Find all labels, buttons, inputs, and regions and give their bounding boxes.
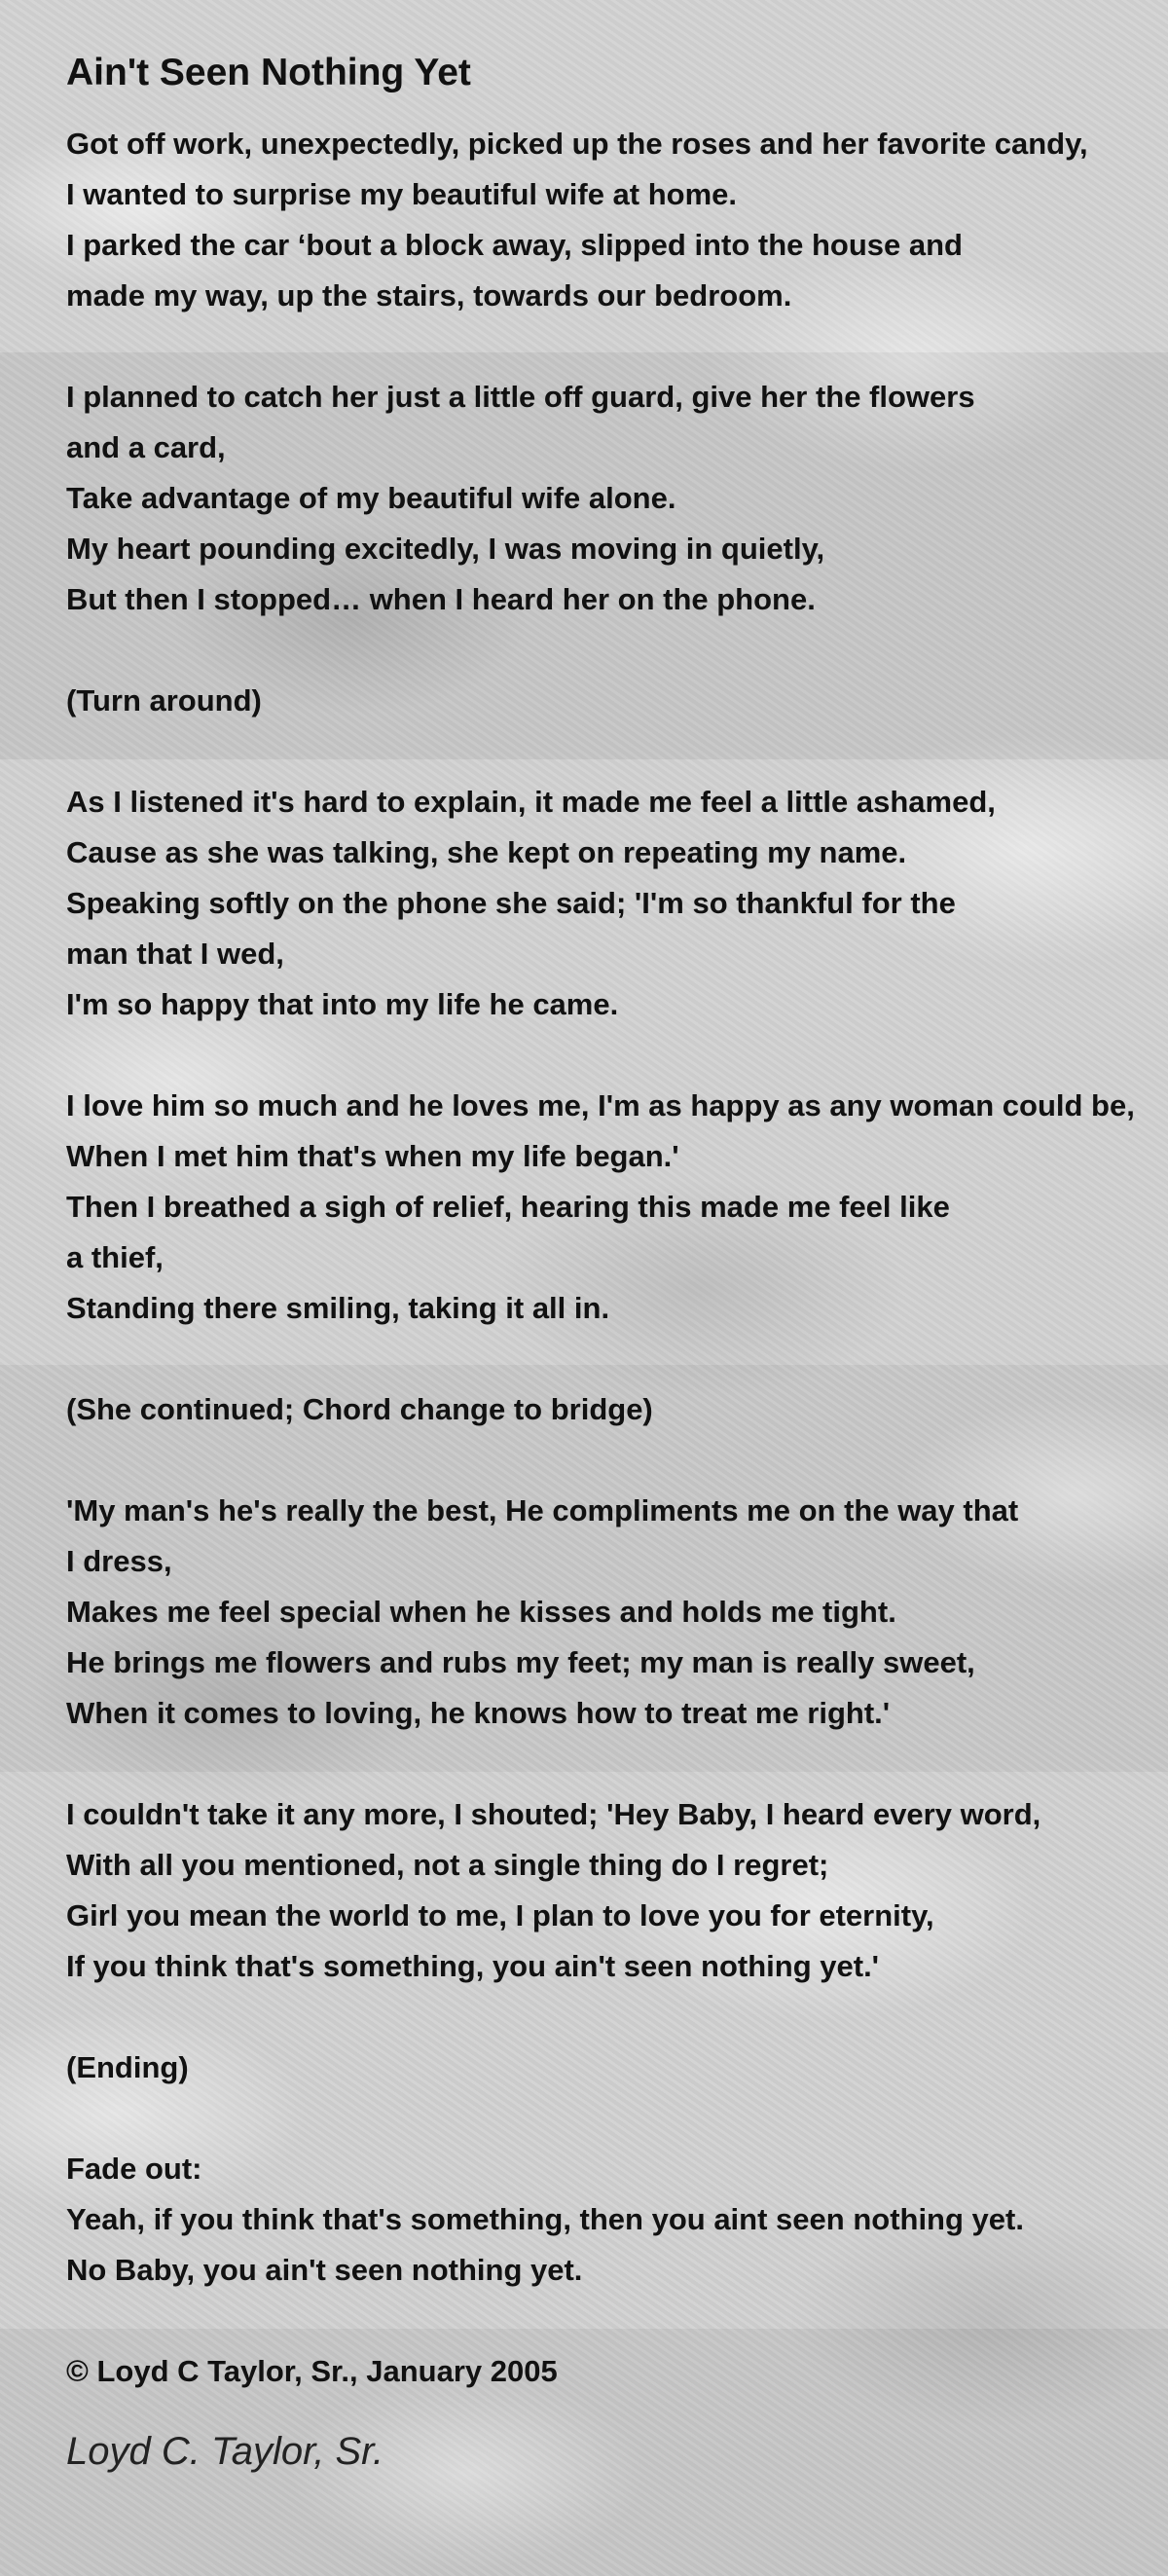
poem-line: As I listened it's hard to explain, it made me feel a little ashamed, — [66, 785, 996, 819]
poem-line: Take advantage of my beautiful wife alone. — [66, 481, 676, 515]
poem-line: Then I breathed a sigh of relief, hearing this made me feel like — [66, 1190, 950, 1224]
poem-line: My heart pounding excitedly, I was moving in quietly, — [66, 532, 825, 566]
poem-line: Speaking softly on the phone she said; 'I'm so thankful for the — [66, 886, 956, 920]
poem-stanza — [66, 1486, 1168, 1739]
poem-line: I wanted to surprise my beautiful wife at home. — [66, 177, 738, 211]
poem-line: Makes me feel special when he kisses and holds me tight. — [66, 1595, 896, 1629]
poem-line: I love him so much and he loves me, I'm as happy as any woman could be, — [66, 1088, 1135, 1122]
poem-line: But then I stopped… when I heard her on the phone. — [66, 582, 816, 616]
poem-stanza — [66, 777, 1168, 1030]
poem-card — [66, 51, 1168, 2479]
poem-stanza — [66, 119, 1168, 321]
poem-line: (Turn around) — [66, 683, 262, 718]
poem-line: Standing there smiling, taking it all in. — [66, 1291, 610, 1325]
poem-stanza — [66, 2042, 1168, 2093]
poem-line: man that I wed, — [66, 937, 284, 971]
copyright-notice: © Loyd C Taylor, Sr., January 2005 — [66, 2354, 558, 2388]
poem-stanza — [66, 372, 1168, 625]
poem-line: No Baby, you ain't seen nothing yet. — [66, 2253, 583, 2287]
poem-line: made my way, up the stairs, towards our bedroom. — [66, 278, 792, 313]
poem-line: 'My man's he's really the best, He compliments me on the way that — [66, 1493, 1019, 1527]
poem-line: I dress, — [66, 1544, 172, 1578]
poem-line: If you think that's something, you ain't seen nothing yet.' — [66, 1949, 880, 1983]
poem-line: When it comes to loving, he knows how to treat me right.' — [66, 1696, 891, 1730]
poem-line: (Ending) — [66, 2050, 189, 2084]
poem-title: Ain't Seen Nothing Yet — [66, 52, 471, 93]
poem-line: I'm so happy that into my life he came. — [66, 987, 619, 1021]
poem-line: When I met him that's when my life began.' — [66, 1139, 679, 1173]
poem-stanza — [66, 2144, 1168, 2296]
poem-line: I couldn't take it any more, I shouted; 'Hey Baby, I heard every word, — [66, 1797, 1041, 1831]
poem-line: Fade out: — [66, 2152, 202, 2186]
poem-line: (She continued; Chord change to bridge) — [66, 1392, 653, 1426]
poem-stanza — [66, 1789, 1168, 1992]
poem-line: Got off work, unexpectedly, picked up the roses and her favorite candy, — [66, 127, 1088, 161]
poem-stanza — [66, 1081, 1168, 1334]
poem-line: I parked the car ‘bout a block away, slipped into the house and — [66, 228, 963, 262]
poem-line: Yeah, if you think that's something, then you aint seen nothing yet. — [66, 2202, 1024, 2236]
poem-body — [66, 119, 1168, 2296]
poem-line: With all you mentioned, not a single thing do I regret; — [66, 1848, 829, 1882]
poem-stanza — [66, 676, 1168, 726]
poem-line: Girl you mean the world to me, I plan to love you for eternity, — [66, 1898, 934, 1932]
poem-stanza — [66, 1384, 1168, 1435]
poem-line: and a card, — [66, 430, 226, 464]
poem-line: He brings me flowers and rubs my feet; my man is really sweet, — [66, 1645, 975, 1679]
poem-line: I planned to catch her just a little off guard, give her the flowers — [66, 380, 975, 414]
poem-line: Cause as she was talking, she kept on repeating my name. — [66, 835, 907, 869]
author-signature: Loyd C. Taylor, Sr. — [66, 2430, 384, 2473]
poem-line: a thief, — [66, 1240, 164, 1274]
